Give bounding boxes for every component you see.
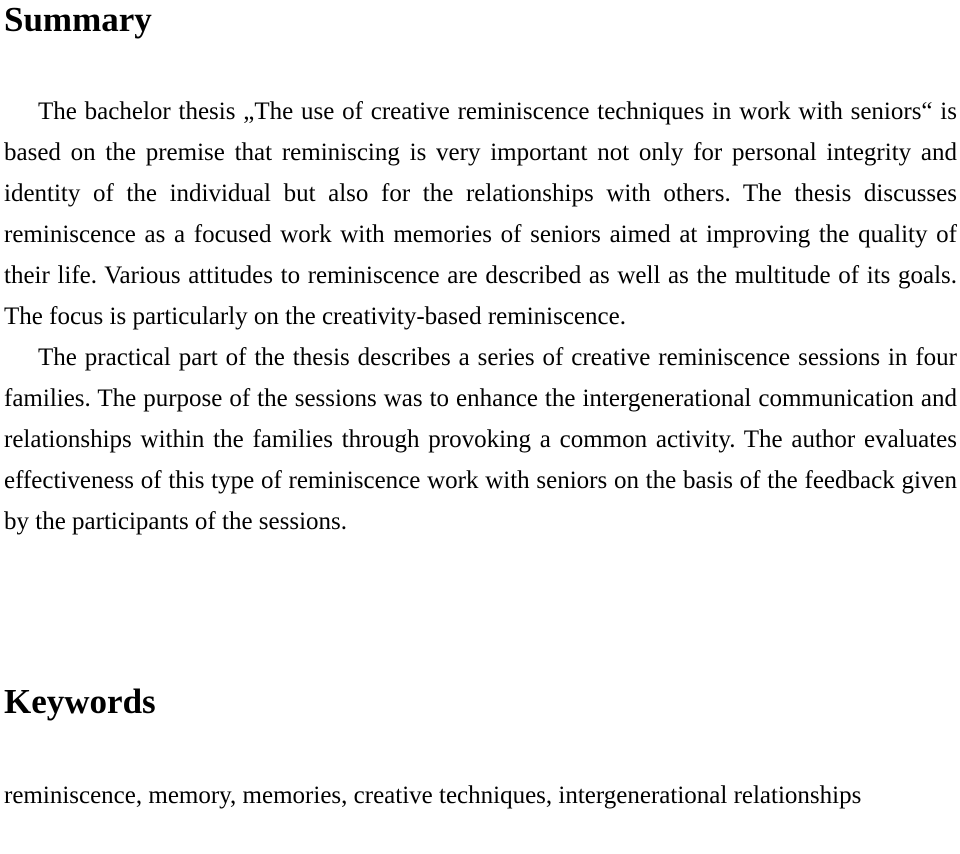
summary-heading: Summary [4,0,152,39]
summary-paragraph-1: The bachelor thesis „The use of creative reminiscence techniques in work with seniors“ is based on the premise that reminiscing is very important not only for personal integrity and identity of the individual but also for the relationships with others. The thesis discusses reminiscence as a focused work with memories of seniors aimed at improving the quality of their life. Various attitudes to reminiscence are described as well as the multitude of its goals. The focus is particularly on the creativity-based reminiscence. [4,98,957,330]
keywords-heading: Keywords [4,682,156,721]
summary-paragraph-2: The practical part of the thesis describes a series of creative reminiscence sessions in four families. The purpose of the sessions was to enhance the intergenerational communication and relationships within the families through provoking a common activity. The author evaluates effectiveness of this type of reminiscence work with seniors on the basis of the feedback given by the participants of the sessions. [4,344,957,535]
keywords-list: reminiscence, memory, memories, creative techniques, intergenerational relationships [4,782,862,809]
keywords-body [4,775,957,816]
summary-body [4,91,957,542]
